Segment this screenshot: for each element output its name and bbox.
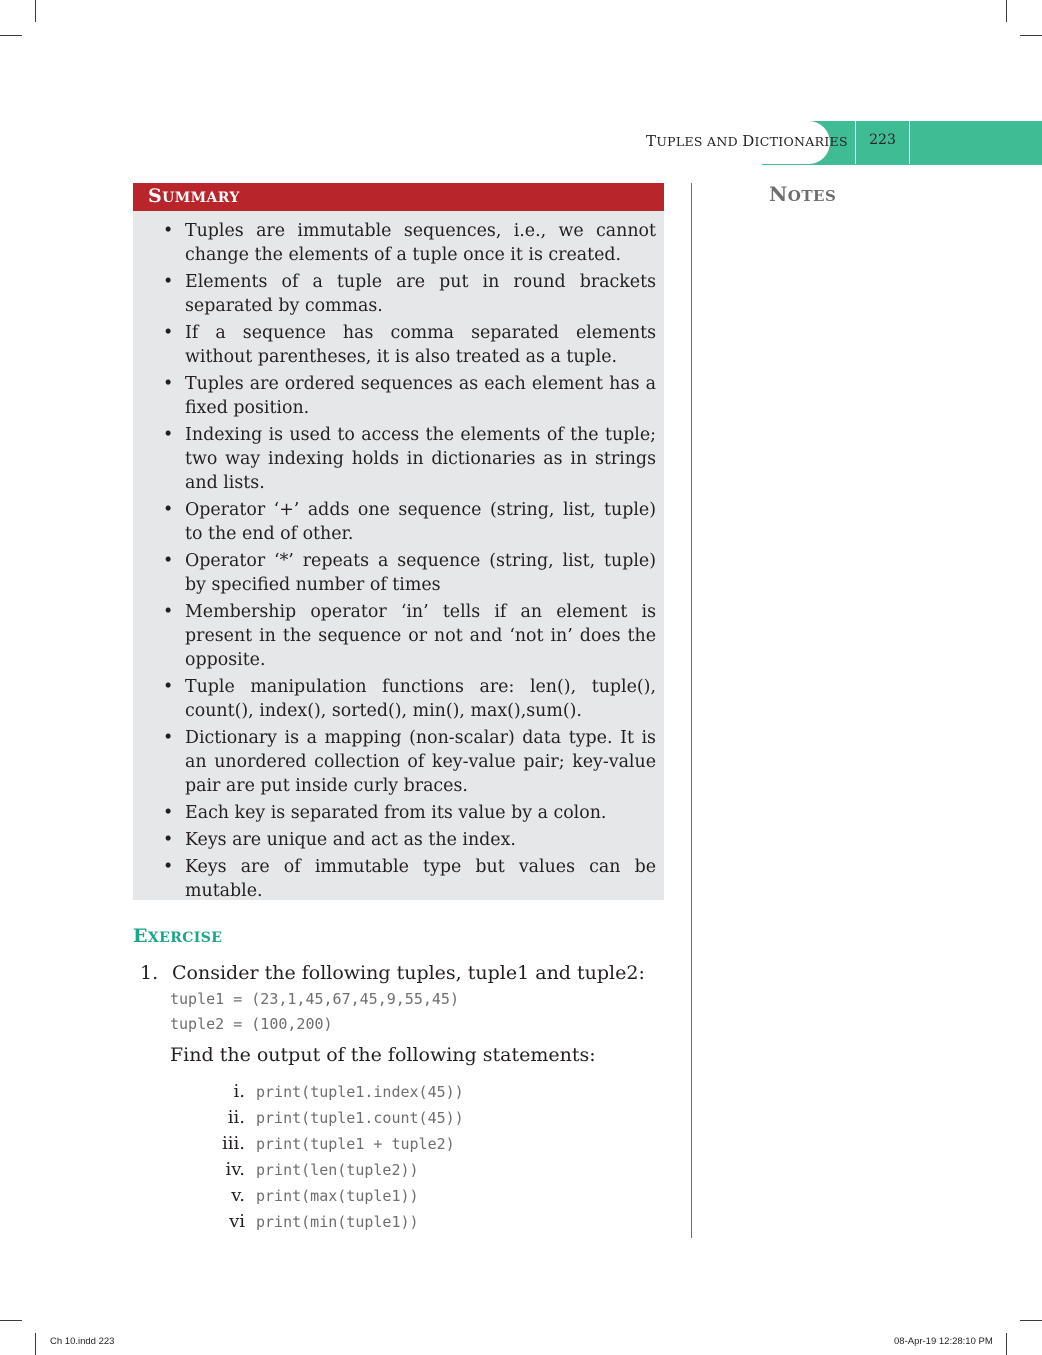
crop-mark — [0, 35, 22, 36]
exercise-heading: EXERCISE — [133, 925, 223, 947]
summary-item-text: Membership operator ‘in’ tells if an element is present in the sequence or not and ‘not in’ does the opposite. — [185, 602, 656, 670]
crop-mark — [1020, 1320, 1042, 1321]
column-divider — [691, 183, 692, 1238]
summary-item — [163, 423, 656, 495]
summary-item-text: If a sequence has comma separated elements without parentheses, it is also treated as a tuple. — [185, 323, 656, 367]
bullet-icon: • — [163, 221, 174, 241]
statement-code: print(tuple1.count(45)) — [256, 1109, 464, 1127]
crop-mark — [1020, 35, 1042, 36]
code-line: tuple2 = (100,200) — [170, 1015, 333, 1033]
footer-file-info: Ch 10.indd 223 — [50, 1336, 115, 1347]
summary-item — [163, 270, 656, 318]
statement-numeral: ii. — [227, 1107, 245, 1128]
bullet-icon: • — [163, 677, 174, 697]
crop-mark — [0, 1320, 22, 1321]
summary-item-text: Each key is separated from its value by a colon. — [185, 803, 607, 823]
bullet-icon: • — [163, 857, 174, 877]
statement-code: print(tuple1.index(45)) — [256, 1083, 464, 1101]
statement-numeral: v. — [231, 1185, 245, 1206]
summary-item — [163, 549, 656, 597]
summary-item-text: Indexing is used to access the elements of the tuple; two way indexing holds in dictionaries as in strings and lists. — [185, 425, 656, 493]
page-number: 223 — [869, 132, 896, 148]
summary-heading: SUMMARY — [148, 185, 240, 207]
statement-numeral: i. — [233, 1081, 245, 1102]
summary-item-text: Elements of a tuple are put in round brackets separated by commas. — [185, 272, 656, 316]
crop-mark — [35, 1333, 36, 1355]
bullet-icon: • — [163, 500, 174, 520]
summary-box — [133, 211, 664, 900]
bullet-icon: • — [163, 602, 174, 622]
summary-header — [133, 183, 664, 211]
bullet-icon: • — [163, 830, 174, 850]
summary-item-text: Tuples are ordered sequences as each element has a fixed position. — [185, 374, 656, 418]
statement-numeral: vi — [229, 1211, 245, 1232]
summary-item-text: Operator ‘*’ repeats a sequence (string, list, tuple) by specified number of times — [185, 551, 656, 595]
summary-item — [163, 675, 656, 723]
summary-item-text: Keys are unique and act as the index. — [185, 830, 516, 850]
summary-item — [163, 600, 656, 672]
bullet-icon: • — [163, 551, 174, 571]
summary-item — [163, 726, 656, 798]
find-output-text: Find the output of the following statements: — [170, 1044, 596, 1066]
bullet-icon: • — [163, 425, 174, 445]
summary-item — [163, 855, 656, 903]
statement-code: print(max(tuple1)) — [256, 1187, 419, 1205]
crop-mark — [1006, 0, 1007, 22]
crop-mark — [1006, 1333, 1007, 1355]
summary-list — [163, 219, 656, 906]
bullet-icon: • — [163, 323, 174, 343]
summary-item — [163, 372, 656, 420]
question-number: 1. — [140, 962, 159, 984]
statement-code: print(tuple1 + tuple2) — [256, 1135, 455, 1153]
footer-timestamp: 08-Apr-19 12:28:10 PM — [894, 1336, 993, 1347]
running-header-title: TUPLES AND DICTIONARIES — [646, 132, 848, 150]
statement-numeral: iv. — [225, 1159, 245, 1180]
summary-item — [163, 498, 656, 546]
statement-code: print(len(tuple2)) — [256, 1161, 419, 1179]
summary-item — [163, 801, 656, 825]
question-text: Consider the following tuples, tuple1 and tuple2: — [172, 962, 645, 984]
summary-item-text: Dictionary is a mapping (non-scalar) data type. It is an unordered collection of key-value pair; key-value pair are put inside curly braces. — [185, 728, 656, 796]
summary-item — [163, 828, 656, 852]
summary-item-text: Keys are of immutable type but values can be mutable. — [185, 857, 656, 901]
crop-mark — [35, 0, 36, 22]
summary-item-text: Tuple manipulation functions are: len(), tuple(), count(), index(), sorted(), min(), max(),sum(). — [185, 677, 656, 721]
summary-item — [163, 219, 656, 267]
bullet-icon: • — [163, 728, 174, 748]
bullet-icon: • — [163, 374, 174, 394]
notes-heading: NOTES — [769, 182, 837, 206]
code-line: tuple1 = (23,1,45,67,45,9,55,45) — [170, 990, 459, 1008]
summary-item-text: Operator ‘+’ adds one sequence (string, list, tuple) to the end of other. — [185, 500, 656, 544]
summary-item-text: Tuples are immutable sequences, i.e., we cannot change the elements of a tuple once it is created. — [185, 221, 656, 265]
summary-item — [163, 321, 656, 369]
bullet-icon: • — [163, 803, 174, 823]
statement-code: print(min(tuple1)) — [256, 1213, 419, 1231]
bullet-icon: • — [163, 272, 174, 292]
statement-numeral: iii. — [222, 1133, 245, 1154]
